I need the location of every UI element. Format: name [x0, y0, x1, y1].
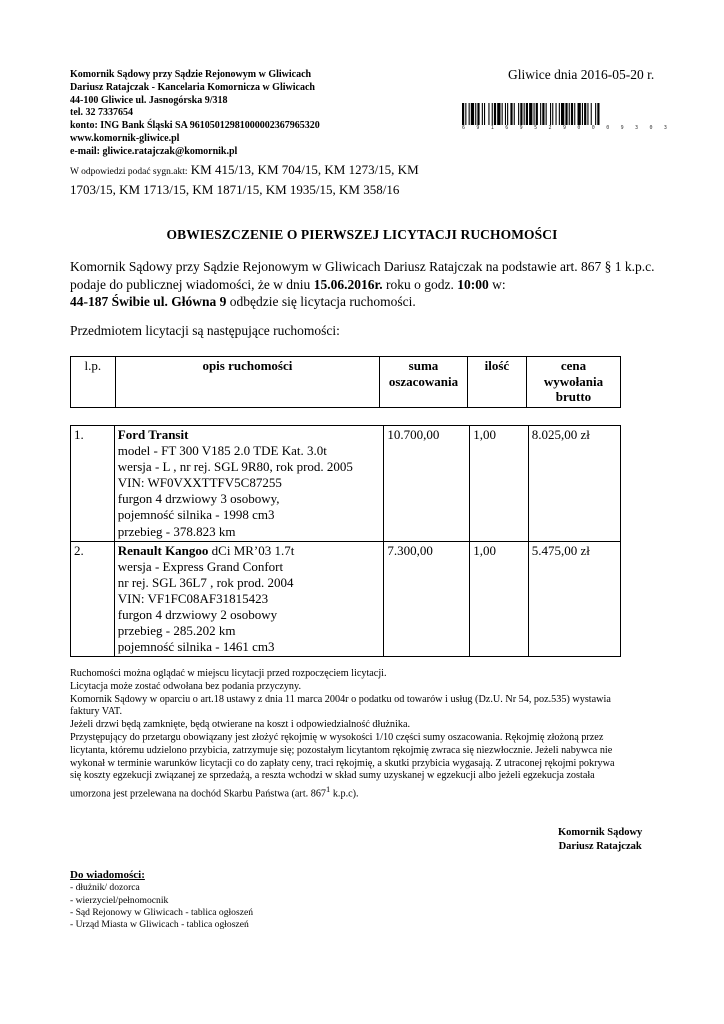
header-text: brutto — [555, 389, 592, 404]
note-line: Przystępujący do przetargu obowiązany jest złożyć rękojmię w wysokości 1/10 części sumy oszacowania. Rękojmię złożoną przez — [70, 731, 604, 743]
letterhead-phone: tel. 32 7337654 — [70, 107, 134, 119]
row-lp: 1. — [71, 426, 115, 542]
vehicle-detail: przebieg - 378.823 km — [117, 523, 236, 539]
intro-paragraph — [70, 258, 670, 311]
letterhead-line: Dariusz Ratajczak - Kancelaria Komornicza w Gliwicach — [70, 81, 315, 93]
case-reference-line-1: KM 415/13, KM 704/15, KM 1273/15, KM — [190, 162, 419, 177]
signature-block — [558, 826, 642, 854]
header-text: cena — [560, 358, 587, 373]
signature-title: Komornik Sądowy — [558, 827, 643, 838]
table-row — [71, 541, 621, 657]
distribution-item: - Urząd Miasta w Gliwicach - tablica ogłoszeń — [70, 919, 249, 931]
distribution-item: - wierzyciel/pełnomocnik — [70, 894, 169, 906]
note-line: Licytacja może zostać odwołana bez podania przyczyny. — [70, 680, 301, 692]
note-line: Jeżeli drzwi będą zamknięte, będą otwierane na koszt i odpowiedzialność dłużnika. — [70, 719, 411, 731]
row-quantity: 1,00 — [470, 426, 529, 542]
vehicle-detail: furgon 4 drzwiowy 3 osobowy, — [117, 491, 280, 507]
distribution-item: - dłużnik/ dozorca — [70, 882, 140, 894]
vehicle-name: Ford Transit — [117, 427, 189, 442]
header-estimated-value — [380, 357, 468, 408]
document-title: OBWIESZCZENIE O PIERWSZEJ LICYTACJI RUCHOMOŚCI — [166, 227, 558, 242]
vehicle-detail: furgon 4 drzwiowy 2 osobowy — [117, 607, 278, 623]
auction-time: 10:00 — [457, 276, 489, 292]
vehicle-detail: VIN: VF1FC08AF31815423 — [117, 590, 269, 606]
vehicle-detail: nr rej. SGL 36L7 , rok prod. 2004 — [117, 574, 294, 590]
letterhead-line: Komornik Sądowy przy Sądzie Rejonowym w Gliwicach — [70, 69, 312, 80]
case-reference-prefix: W odpowiedzi podać sygn.akt: — [70, 167, 188, 177]
intro-text: roku o godz. — [382, 276, 458, 292]
items-table-header — [70, 356, 621, 408]
row-starting-price: 5.475,00 zł — [528, 541, 620, 657]
header-text: wywołania — [543, 373, 604, 389]
row-quantity: 1,00 — [470, 541, 529, 657]
auction-notes — [70, 668, 658, 801]
header-text: oszacowania — [388, 373, 459, 389]
note-line: Ruchomości można oglądać w miejscu licytacji przed rozpoczęciem licytacji. — [70, 668, 387, 679]
header-lp: l.p. — [71, 357, 116, 408]
letterhead-website: www.komornik-gliwice.pl — [70, 132, 180, 144]
distribution-list — [70, 869, 253, 931]
subject-line: Przedmiotem licytacji są następujące ruchomości: — [70, 323, 340, 338]
note-line-last — [70, 783, 658, 801]
intro-text: w: — [488, 276, 506, 292]
intro-text: odbędzie się licytacja ruchomości. — [226, 294, 416, 309]
table-row — [71, 426, 621, 542]
vehicle-detail: pojemność silnika - 1998 cm3 — [117, 507, 275, 523]
vehicle-name-rest: dCi MR’03 1.7t — [208, 542, 295, 558]
bailiff-letterhead — [70, 69, 440, 159]
header-text: suma — [408, 358, 439, 373]
note-line: wykonał w terminie warunków licytacji co do zapłaty ceny, traci rękojmię, a skutki przybicia wygasają. Z utraconej rękojmi pokrywa — [70, 757, 615, 769]
row-description — [114, 541, 384, 657]
city-date: Gliwice dnia 2016-05-20 r. — [508, 67, 655, 82]
note-line: licytanta, któremu udzielono przybicia, zatrzymuje się; pozostałym licytantom rękojmię zwraca się niezwłocznie. Jeżeli nabywca nie — [70, 744, 613, 756]
vehicle-detail: VIN: WF0VXXTTFV5C87255 — [117, 475, 282, 491]
vehicle-detail: wersja - Express Grand Confort — [117, 558, 284, 574]
vehicle-detail: przebieg - 285.202 km — [117, 623, 236, 639]
note-line: faktury VAT. — [70, 706, 123, 718]
letterhead-email: e-mail: gliwice.ratajczak@komornik.pl — [70, 145, 238, 157]
row-lp: 2. — [71, 541, 115, 657]
vehicle-detail: pojemność silnika - 1461 cm3 — [117, 639, 275, 655]
barcode-digits: 6 9 1 6 9 5 2 9 0 0 0 9 3 0 3 — [462, 125, 672, 131]
letterhead-bank-account: konto: ING Bank Śląski SA 96105012981000002367965320 — [70, 120, 320, 132]
note-text: umorzona jest przelewana na dochód Skarbu Państwa (art. 867 — [70, 788, 327, 800]
auction-date: 15.06.2016r. — [313, 276, 383, 292]
note-line: Komornik Sądowy w oparciu o art.18 ustawy z dnia 11 marca 2004r o podatku od towarów i usług (Dz.U. Nr 54, poz.535) wystawia — [70, 693, 611, 705]
header-quantity: ilość — [467, 357, 526, 408]
note-text: k.p.c). — [330, 788, 359, 800]
row-estimated-value: 7.300,00 — [384, 541, 470, 657]
header-starting-price — [526, 357, 620, 408]
signature-name: Dariusz Ratajczak — [558, 841, 642, 852]
distribution-item: - Sąd Rejonowy w Gliwicach - tablica ogłoszeń — [70, 906, 254, 918]
intro-text: podaje do publicznej wiadomości, że w dniu — [70, 276, 314, 292]
vehicle-name: Renault Kangoo — [117, 542, 209, 558]
items-table — [70, 425, 621, 657]
distribution-title: Do wiadomości: — [70, 869, 145, 881]
intro-line-1: Komornik Sądowy przy Sądzie Rejonowym w Gliwicach Dariusz Ratajczak na podstawie art. 867 § 1 k.p.c. — [70, 259, 655, 274]
case-reference-line-2: 1703/15, KM 1713/15, KM 1871/15, KM 1935/15, KM 358/16 — [70, 182, 400, 197]
row-starting-price: 8.025,00 zł — [528, 426, 620, 542]
auction-place: 44-187 Świbie ul. Główna 9 — [70, 294, 227, 309]
note-line: się koszty egzekucji związanej ze sprzedażą, a reszta wchodzi w skład sumy uzyskanej w egzekucji albo jeżeli egzekucja została — [70, 770, 595, 782]
note-superscript: 1 — [326, 784, 331, 795]
letterhead-address: 44-100 Gliwice ul. Jasnogórska 9/318 — [70, 94, 228, 106]
vehicle-detail: wersja - L , nr rej. SGL 9R80, rok prod. 2005 — [117, 459, 353, 475]
row-description — [114, 426, 384, 542]
header-description: opis ruchomości — [115, 357, 379, 408]
row-estimated-value: 10.700,00 — [384, 426, 470, 542]
vehicle-detail: model - FT 300 V185 2.0 TDE Kat. 3.0t — [117, 443, 327, 459]
case-reference — [70, 161, 450, 198]
